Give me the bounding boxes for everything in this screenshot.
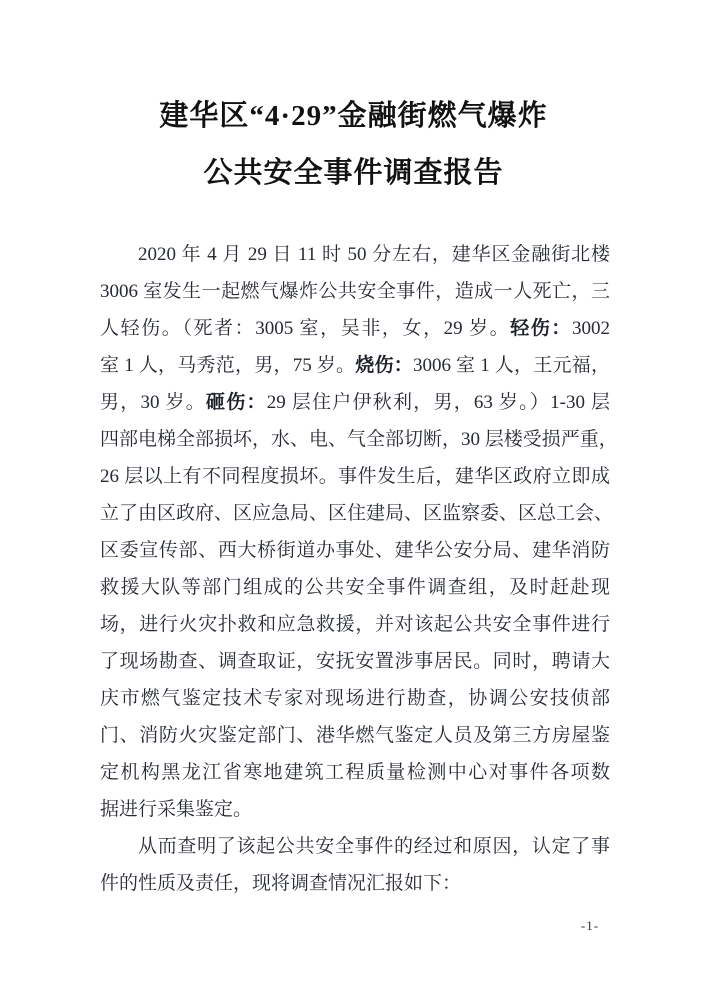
- paragraph-line: 从而查明了该起公共安全事件的经过和原因，认定了事: [138, 836, 610, 857]
- paragraph-line: 26 层以上有不同程度损坏。事件发生后，建华区政府立即成: [100, 466, 610, 487]
- report-title: [0, 88, 707, 202]
- paragraph-line: 3006 室发生一起燃气爆炸公共安全事件，造成一人死亡，三: [100, 281, 610, 302]
- paragraph-line: 区委宣传部、西大桥街道办事处、建华公安分局、建华消防: [100, 540, 610, 561]
- paragraph-line: 了现场勘查、调查取证，安抚安置涉事居民。同时，聘请大: [100, 651, 610, 672]
- paragraph-line: 四部电梯全部损坏，水、电、气全部切断，30 层楼受损严重，: [100, 429, 618, 450]
- paragraph-line: 门、消防火灾鉴定部门、港华燃气鉴定人员及第三方房屋鉴: [100, 725, 610, 746]
- paragraph-line: 庆市燃气鉴定技术专家对现场进行勘查，协调公安技侦部: [100, 688, 610, 709]
- bold-term: 轻伤：: [510, 318, 572, 339]
- paragraph-line: 2020 年 4 月 29 日 11 时 50 分左右，建华区金融街北楼: [138, 244, 610, 265]
- bold-term: 烧伤：: [355, 355, 413, 376]
- title-line-1: 建华区“4·29”金融街燃气爆炸: [159, 100, 548, 132]
- paragraph-line: 人轻伤。（死者：3005 室，吴非，女，29 岁。轻伤：3002: [100, 318, 610, 339]
- paragraph-line: 件的性质及责任，现将调查情况汇报如下：: [100, 873, 462, 894]
- report-body: [100, 236, 618, 902]
- page-number: -1-: [580, 918, 600, 933]
- bold-term: 砸伤：: [205, 392, 267, 413]
- title-line-2: 公共安全事件调查报告: [203, 157, 504, 189]
- paragraph-line: 男，30 岁。砸伤：29 层住户伊秋利，男，63 岁。）1-30 层: [100, 392, 610, 413]
- paragraph-line: 室 1 人，马秀范，男，75 岁。烧伤：3006 室 1 人，王元福，: [100, 355, 610, 376]
- paragraph-line: 立了由区政府、区应急局、区住建局、区监察委、区总工会、: [100, 503, 614, 524]
- paragraph-line: 据进行采集鉴定。: [100, 799, 253, 820]
- paragraph-line: 定机构黑龙江省寒地建筑工程质量检测中心对事件各项数: [100, 762, 610, 783]
- paragraph-line: 救援大队等部门组成的公共安全事件调查组，及时赶赴现: [100, 577, 610, 598]
- paragraph-line: 场，进行火灾扑救和应急救援，并对该起公共安全事件进行: [100, 614, 610, 635]
